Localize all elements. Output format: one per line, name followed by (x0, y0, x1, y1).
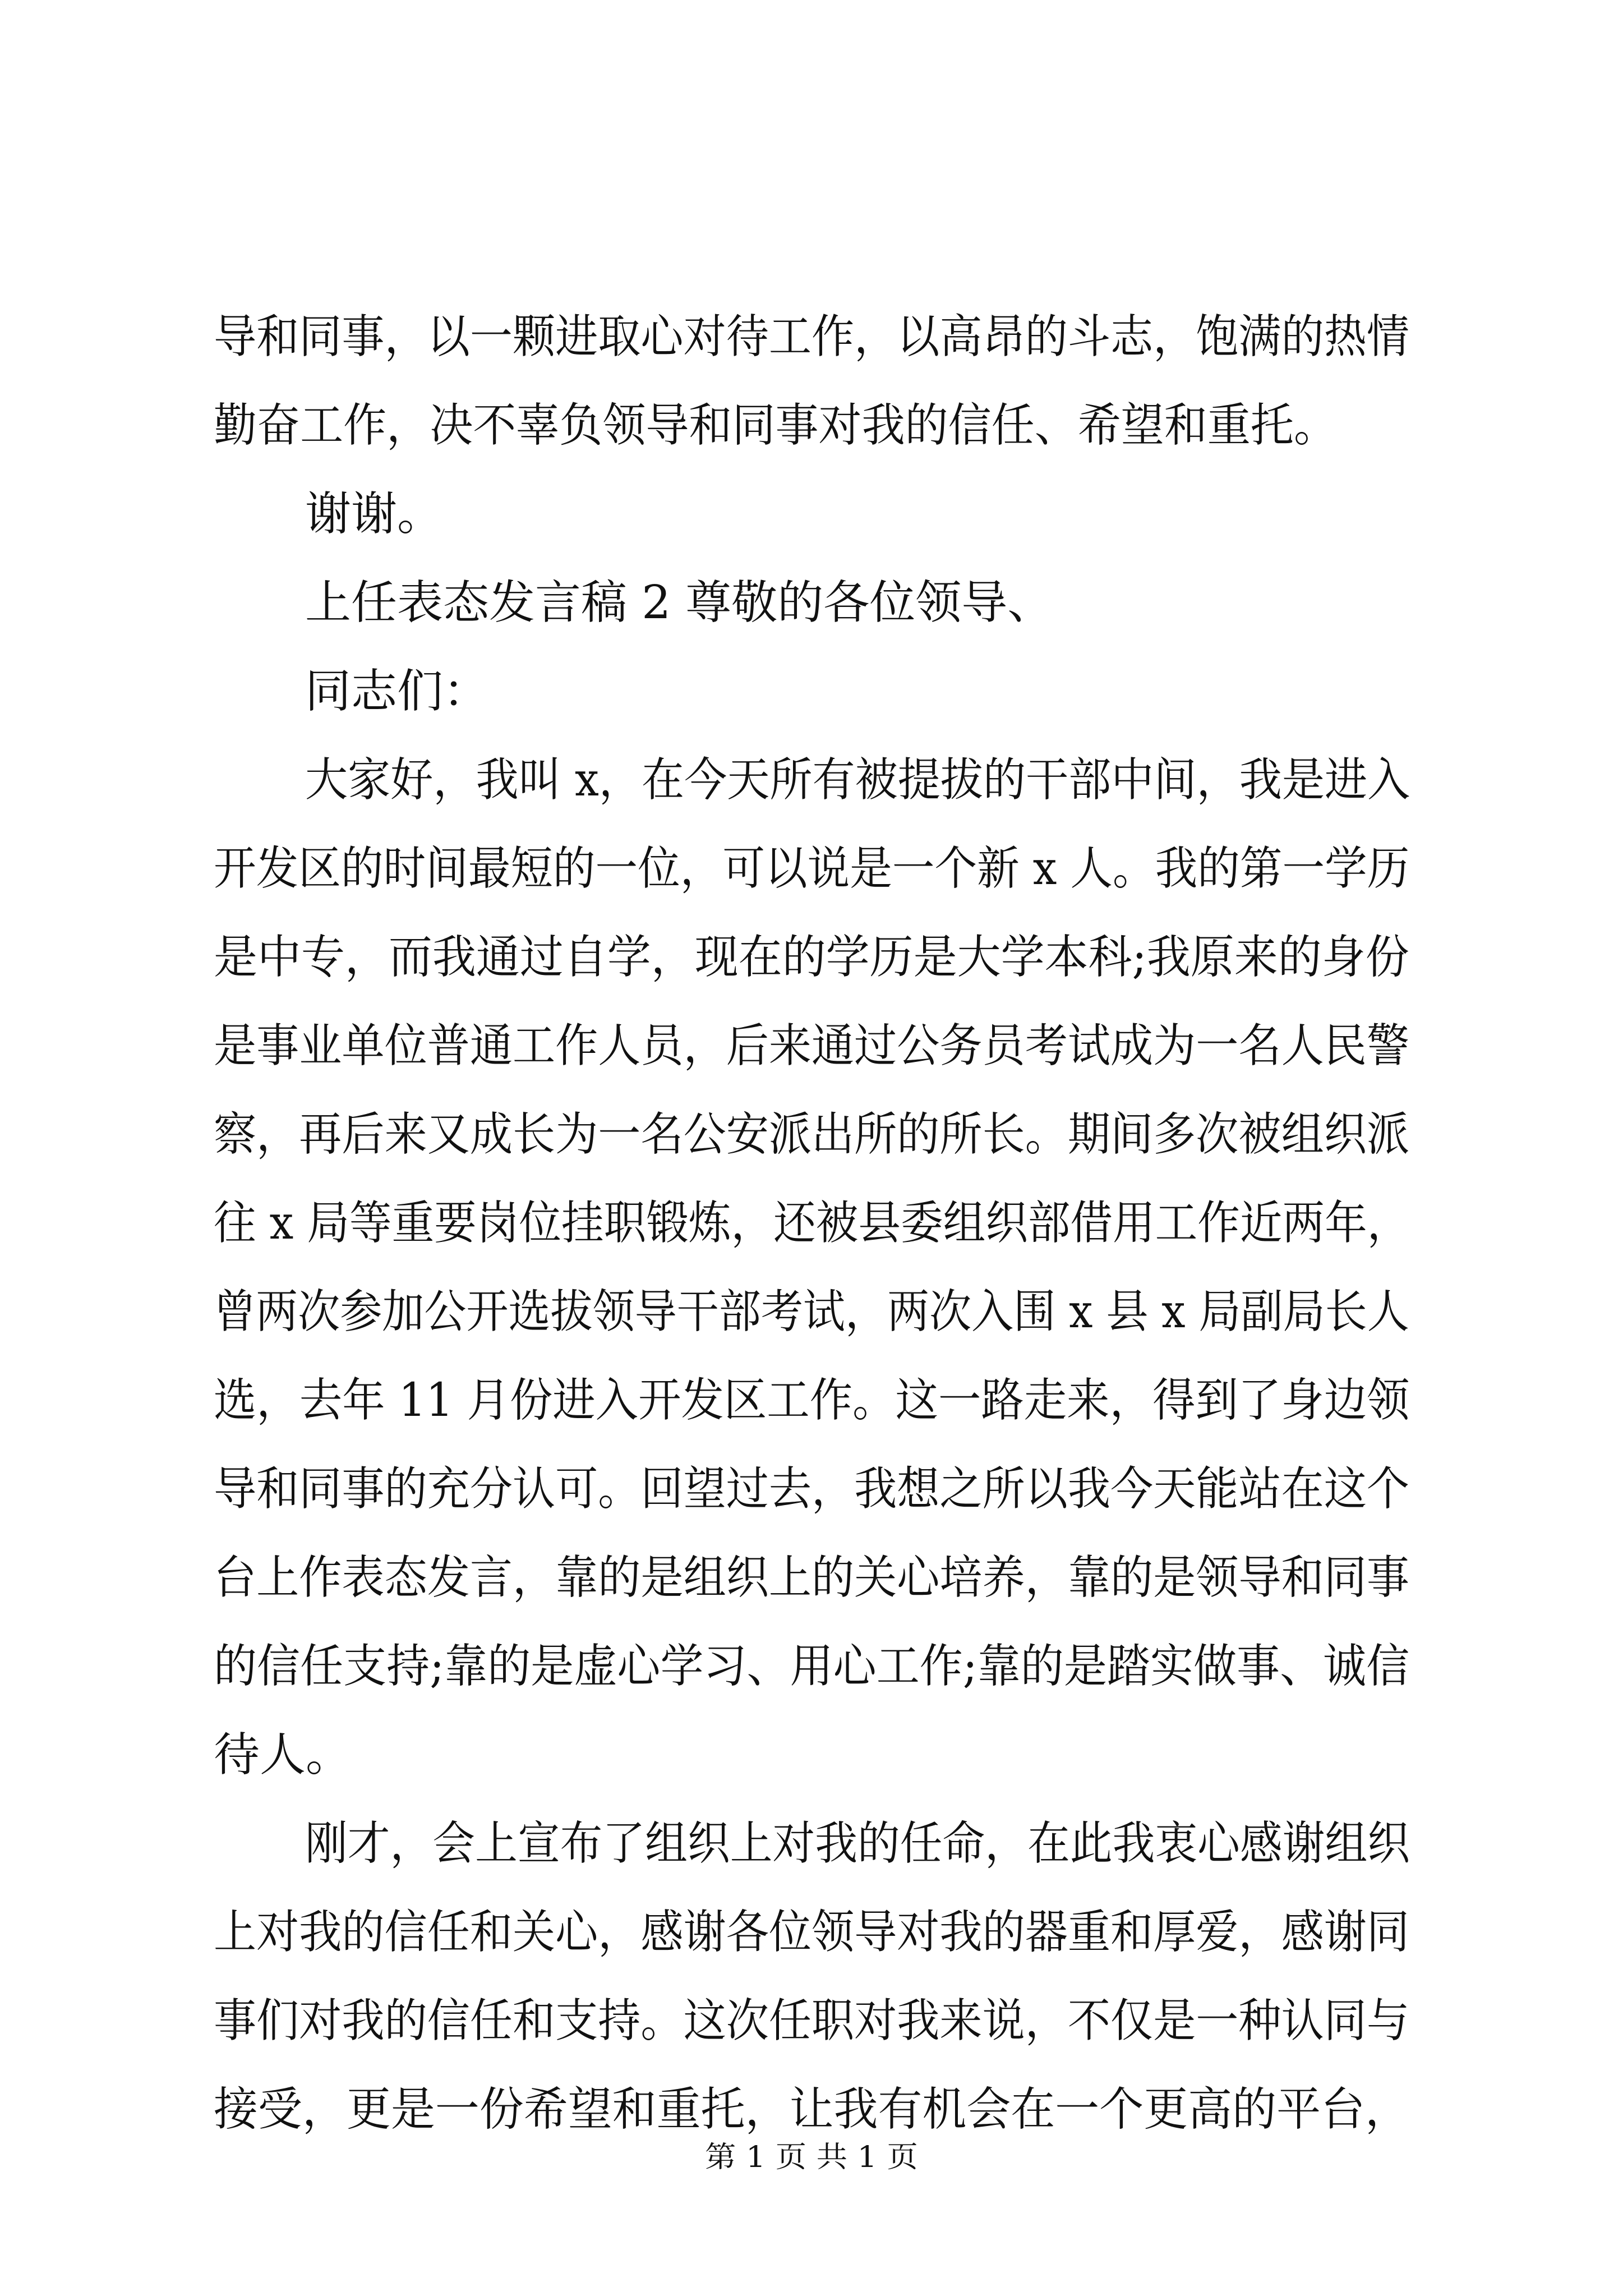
text-line-15: 台上作表态发言，靠的是组织上的关心培养，靠的是领导和同事 (214, 1551, 1410, 1604)
text-line-21: 接受，更是一份希望和重托，让我有机会在一个更高的平台， (214, 2083, 1410, 2136)
text-line-17: 待人。 (214, 1728, 352, 1782)
text-line-1: 导和同事，以一颗进取心对待工作，以高昂的斗志，饱满的热情 (214, 310, 1410, 364)
text-line-18: 刚才，会上宣布了组织上对我的任命，在此我衷心感谢组织 (305, 1817, 1410, 1870)
text-line-8: 是中专，而我通过自学，现在的学历是大学本科;我原来的身份 (214, 931, 1409, 984)
text-line-14: 导和同事的充分认可。回望过去，我想之所以我今天能站在这个 (214, 1462, 1410, 1516)
text-line-11: 往 x 局等重要岗位挂职锻炼，还被县委组织部借用工作近两年， (214, 1197, 1410, 1250)
text-line-6: 大家好，我叫 x，在今天所有被提拔的干部中间，我是进入 (305, 753, 1410, 807)
text-line-5: 同志们： (305, 665, 490, 718)
text-line-19: 上对我的信任和关心，感谢各位领导对我的器重和厚爱，感谢同 (214, 1906, 1410, 1959)
text-line-2: 勤奋工作，决不辜负领导和同事对我的信任、希望和重托。 (214, 399, 1338, 452)
text-line-16: 的信任支持;靠的是虚心学习、用心工作;靠的是踏实做事、诚信 (214, 1640, 1410, 1693)
page-footer: 第 1 页 共 1 页 (705, 2141, 918, 2174)
text-line-4: 上任表态发言稿 2 尊敬的各位领导、 (305, 576, 1054, 629)
text-line-9: 是事业单位普通工作人员，后来通过公务员考试成为一名人民警 (214, 1019, 1410, 1073)
text-line-13: 选，去年 11 月份进入开发区工作。这一路走来，得到了身边领 (214, 1374, 1410, 1427)
text-line-12: 曾两次参加公开选拔领导干部考试，两次入围 x 县 x 局副局长人 (214, 1285, 1409, 1338)
text-line-10: 察，再后来又成长为一名公安派出所的所长。期间多次被组织派 (214, 1108, 1410, 1161)
text-line-7: 开发区的时间最短的一位，可以说是一个新 x 人。我的第一学历 (214, 842, 1410, 895)
text-line-20: 事们对我的信任和支持。这次任职对我来说，不仅是一种认同与 (214, 1994, 1410, 2047)
text-line-3: 谢谢。 (305, 487, 444, 541)
